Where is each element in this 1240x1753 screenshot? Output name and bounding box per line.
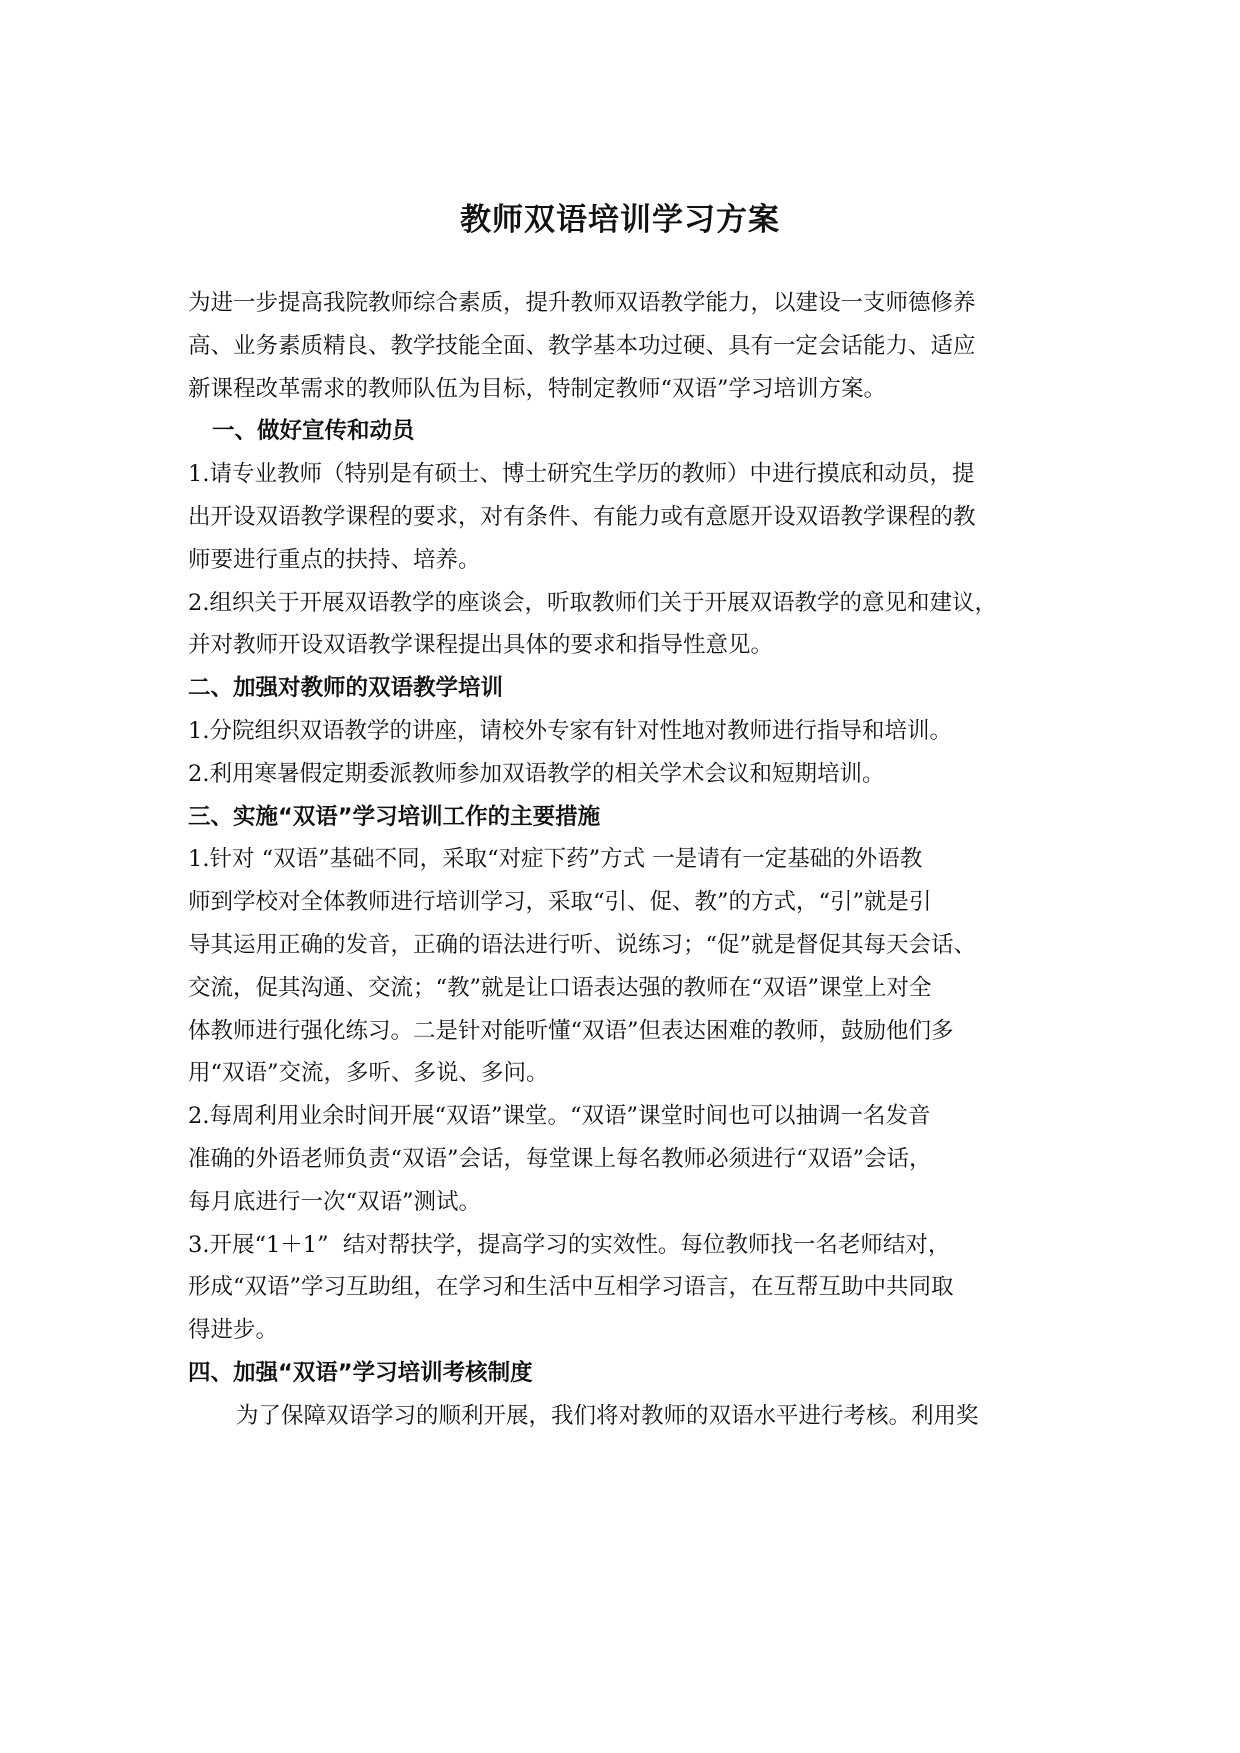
document-body [188, 282, 1068, 1438]
paragraph-line: 体教师进行强化练习。二是针对能听懂“双语”但表达困难的教师，鼓励他们多 [188, 1017, 954, 1044]
paragraph-line: 交流，促其沟通、交流；“教”就是让口语表达强的教师在“双语”课堂上对全 [188, 974, 932, 1001]
paragraph-line: 得进步。 [188, 1317, 279, 1344]
paragraph-line: 准确的外语老师负责“双语”会话，每堂课上每名教师必须进行“双语”会话， [188, 1145, 932, 1172]
paragraph-line: 并对教师开设双语教学课程提出具体的要求和指导性意见。 [188, 632, 774, 659]
paragraph-line: 1.请专业教师（特别是有硕士、博士研究生学历的教师）中进行摸底和动员，提 [188, 461, 975, 488]
paragraph-line: 师要进行重点的扶持、培养。 [188, 546, 481, 573]
paragraph-line: 用“双语”交流，多听、多说、多问。 [188, 1060, 549, 1087]
paragraph-line: 导其运用正确的发音，正确的语法进行听、说练习；“促”就是督促其每天会话、 [188, 931, 977, 958]
paragraph-line: 2.组织关于开展双语教学的座谈会，听取教师们关于开展双语教学的意见和建议， [188, 589, 997, 616]
paragraph-line: 2.利用寒暑假定期委派教师参加双语教学的相关学术会议和短期培训。 [188, 760, 885, 787]
section-heading: 二、加强对教师的双语教学培训 [188, 675, 504, 702]
section-heading: 四、加强“双语”学习培训考核制度 [188, 1359, 533, 1386]
paragraph-line: 2.每周利用业余时间开展“双语”课堂。“双语”课堂时间也可以抽调一名发音 [188, 1103, 931, 1130]
paragraph-line: 新课程改革需求的教师队伍为目标，特制定教师“双语”学习培训方案。 [188, 375, 887, 402]
paragraph-line: 师到学校对全体教师进行培训学习，采取“引、促、教”的方式，“引”就是引 [188, 889, 932, 916]
paragraph-line: 为了保障双语学习的顺利开展，我们将对教师的双语水平进行考核。利用奖 [236, 1402, 979, 1429]
paragraph-line: 出开设双语教学课程的要求，对有条件、有能力或有意愿开设双语教学课程的教 [188, 503, 976, 530]
paragraph-line: 3.开展“1＋1” 结对帮扶学，提高学习的实效性。每位教师找一名老师结对， [188, 1231, 951, 1258]
paragraph-line: 形成“双语”学习互助组，在学习和生活中互相学习语言，在互帮互助中共同取 [188, 1274, 954, 1301]
paragraph-line: 每月底进行一次“双语”测试。 [188, 1188, 482, 1215]
paragraph-line: 1.针对 “双语”基础不同，采取“对症下药”方式 一是请有一定基础的外语教 [188, 846, 923, 873]
document-title: 教师双语培训学习方案 [460, 202, 780, 238]
section-heading: 一、做好宣传和动员 [212, 418, 415, 445]
paragraph-line: 为进一步提高我院教师综合素质，提升教师双语教学能力，以建设一支师德修养 [188, 290, 976, 316]
paragraph-line: 高、业务素质精良、教学技能全面、教学基本功过硬、具有一定会话能力、适应 [188, 332, 976, 359]
paragraph-line: 1.分院组织双语教学的讲座，请校外专家有针对性地对教师进行指导和培训。 [188, 717, 952, 744]
section-heading: 三、实施“双语”学习培训工作的主要措施 [188, 803, 601, 830]
